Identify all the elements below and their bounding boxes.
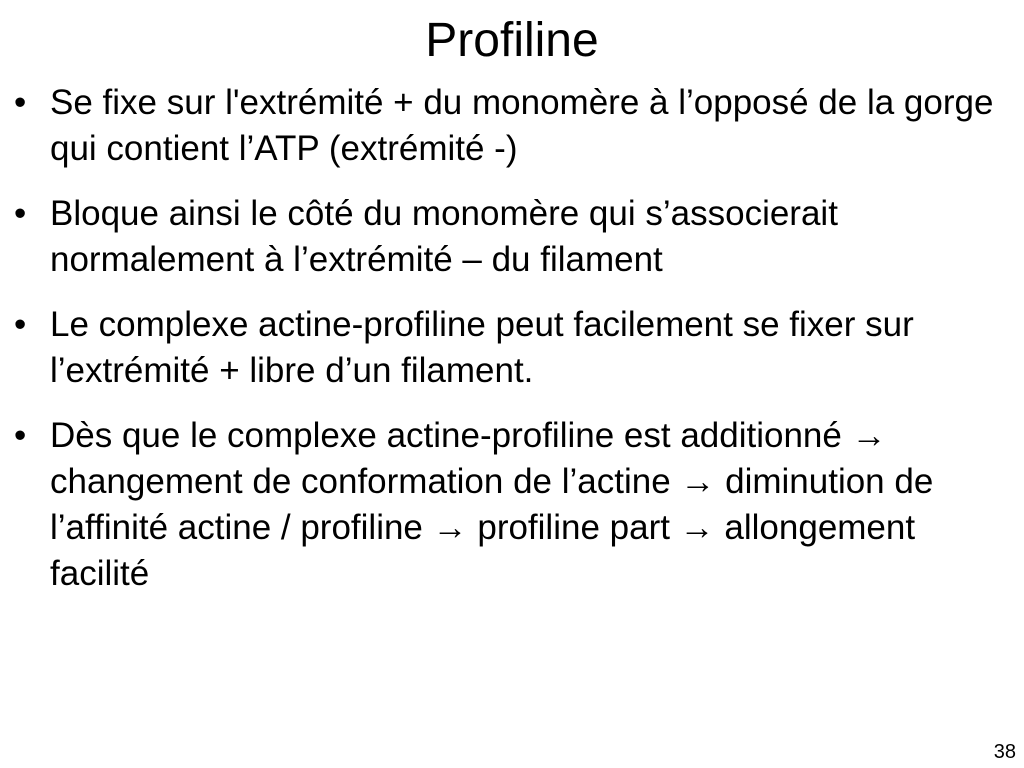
bullet-text: Dès que le complexe actine-profiline est additionné → changement de conformation de l’actine → diminution de l’affinité actine / profiline → profiline part → allongement facilité bbox=[50, 416, 934, 593]
bullet-item bbox=[14, 413, 1014, 597]
bullet-text: Bloque ainsi le côté du monomère qui s’associerait normalement à l’extrémité – du filament bbox=[50, 194, 838, 279]
bullet-text: Le complexe actine-profiline peut facilement se fixer sur l’extrémité + libre d’un filament. bbox=[50, 305, 914, 390]
bullet-dot-icon: • bbox=[14, 416, 27, 455]
bullet-item bbox=[14, 80, 1014, 172]
bullet-dot-icon: • bbox=[14, 194, 27, 233]
bullet-dot-icon: • bbox=[14, 83, 27, 122]
bullet-item bbox=[14, 302, 1014, 394]
bullet-list bbox=[14, 80, 1014, 616]
slide-number: 38 bbox=[993, 741, 1016, 763]
slide-title: Profiline bbox=[425, 14, 599, 67]
bullet-dot-icon: • bbox=[14, 305, 27, 344]
bullet-text: Se fixe sur l'extrémité + du monomère à l’opposé de la gorge qui contient l’ATP (extrémité -) bbox=[50, 83, 994, 168]
bullet-item bbox=[14, 191, 1014, 283]
